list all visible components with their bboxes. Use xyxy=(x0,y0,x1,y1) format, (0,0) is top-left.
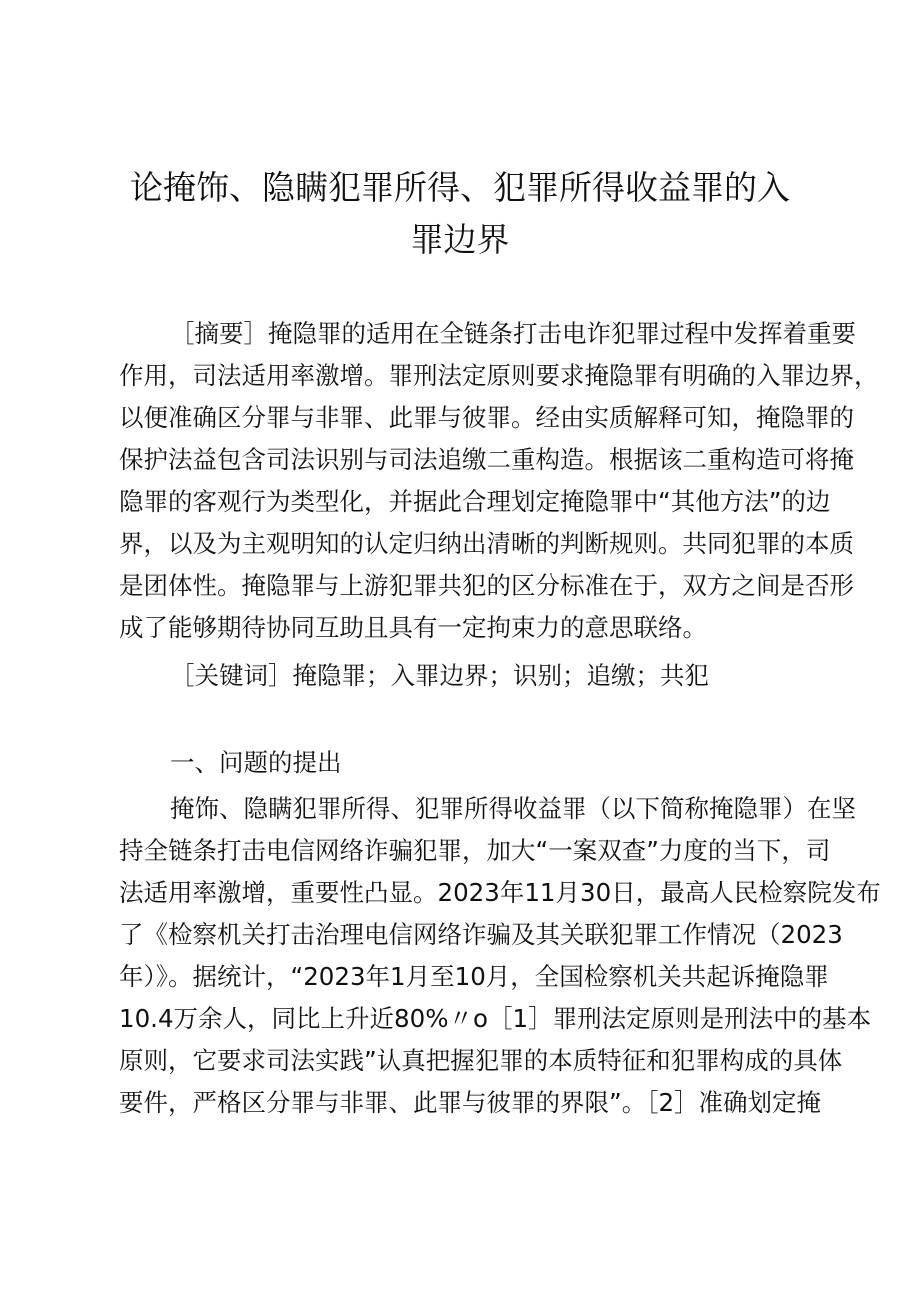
body-line: 法适用率激增，重要性凸显。2023年11月30日，最高人民检察院发布 xyxy=(119,878,881,907)
document-title-line-1: 论掩饰、隐瞒犯罪所得、犯罪所得收益罪的入 xyxy=(130,168,790,207)
abstract-line: 是团体性。掩隐罪与上游犯罪共犯的区分标准在于，双方之间是否形 xyxy=(119,571,854,600)
body-line: 原则，它要求司法实践”认真把握犯罪的本质特征和犯罪构成的具体 xyxy=(119,1046,843,1075)
body-line: 要件，严格区分罪与非罪、此罪与彼罪的界限”。［2］准确划定掩 xyxy=(119,1088,822,1117)
keywords-line: ［关键词］掩隐罪；入罪边界；识别；追缴；共犯 xyxy=(170,661,709,690)
abstract-line: 保护法益包含司法识别与司法追缴二重构造。根据该二重构造可将掩 xyxy=(119,445,854,474)
abstract-line: 以便准确区分罪与非罪、此罪与彼罪。经由实质解释可知，掩隐罪的 xyxy=(119,403,854,432)
body-line: 年）》。据统计，“2023年1月至10月，全国检察机关共起诉掩隐罪 xyxy=(119,962,829,991)
document-title-line-2: 罪边界 xyxy=(410,220,510,259)
abstract-line: 隐罪的客观行为类型化，并据此合理划定掩隐罪中“其他方法”的边 xyxy=(119,487,831,516)
body-line: 掩饰、隐瞒犯罪所得、犯罪所得收益罪（以下简称掩隐罪）在坚 xyxy=(170,794,856,823)
body-line: 10.4万余人，同比上升近80%〃o［1］罪刑法定原则是刑法中的基本 xyxy=(119,1004,872,1033)
abstract-line: 界，以及为主观明知的认定归纳出清晰的判断规则。共同犯罪的本质 xyxy=(119,529,854,558)
abstract-line: 成了能够期待协同互助且具有一定拘束力的意思联络。 xyxy=(119,613,707,642)
section-heading: 一、问题的提出 xyxy=(170,748,342,777)
body-line: 了《检察机关打击治理电信网络诈骗及其关联犯罪工作情况（2023 xyxy=(119,920,843,949)
abstract-line: ［摘要］掩隐罪的适用在全链条打击电诈犯罪过程中发挥着重要 xyxy=(170,319,856,348)
abstract-line: 作用，司法适用率激增。罪刑法定原则要求掩隐罪有明确的入罪边界， xyxy=(119,361,879,390)
body-line: 持全链条打击电信网络诈骗犯罪，加大“一案双查”力度的当下，司 xyxy=(119,836,831,865)
